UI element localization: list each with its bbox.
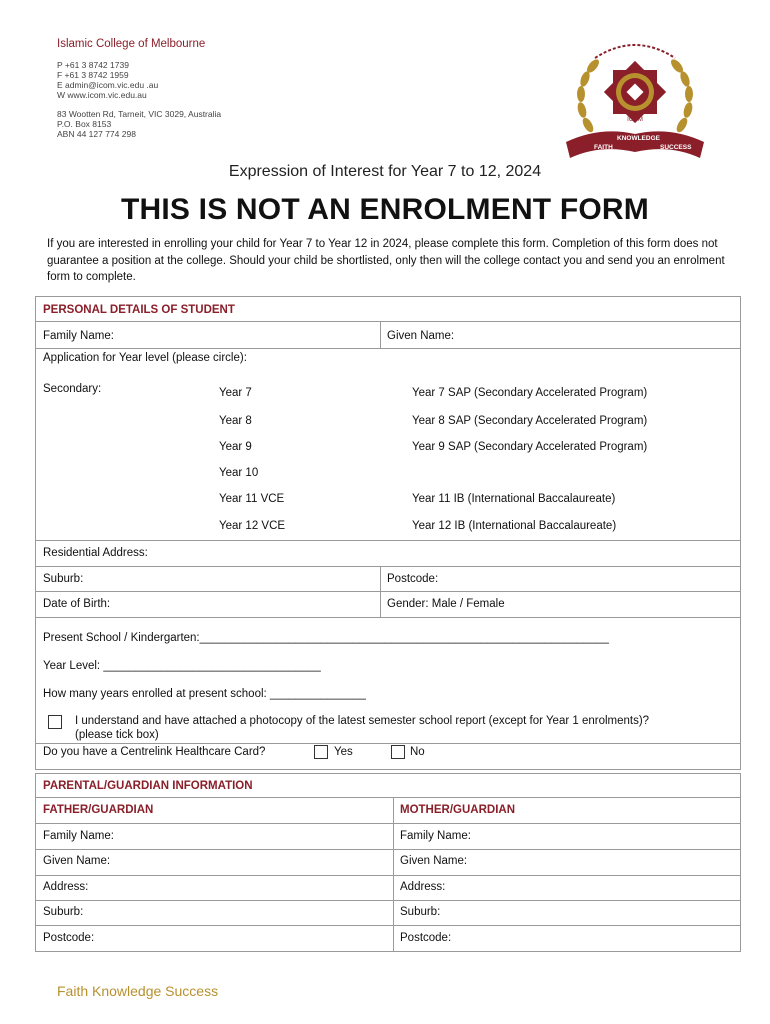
mother-postcode-label: Postcode:: [400, 932, 452, 944]
college-logo: [560, 30, 710, 162]
option-year-8[interactable]: Year 8: [219, 415, 252, 427]
suburb-label: Suburb:: [43, 573, 84, 585]
year-level-field[interactable]: Year Level: __________________________________: [43, 660, 321, 672]
option-year-12-ib[interactable]: Year 12 IB (International Baccalaureate): [412, 520, 617, 532]
mother-guardian-title: MOTHER/GUARDIAN: [400, 804, 515, 816]
year-level-prompt: Application for Year level (please circle):: [43, 352, 247, 364]
option-year-11-ib[interactable]: Year 11 IB (International Baccalaureate): [412, 493, 616, 505]
centrelink-yes-checkbox[interactable]: [314, 745, 328, 759]
father-address-label: Address:: [43, 881, 89, 893]
phone-text: P +61 3 8742 1739: [57, 60, 129, 70]
postcode-label: Postcode:: [387, 573, 439, 585]
gender-label: Gender: Male / Female: [387, 598, 505, 610]
option-year-10[interactable]: Year 10: [219, 467, 259, 479]
personal-section-title: PERSONAL DETAILS OF STUDENT: [43, 304, 235, 316]
personal-details-section: [35, 296, 741, 770]
parental-section: [35, 773, 741, 952]
intro-paragraph: If you are interested in enrolling your child for Year 7 to Year 12 in 2024, please complete this form. Completion of this form does not guarantee a position at the college. Should your child be shortlisted, only then will the college contact you and send you an enrolment form to complete.: [47, 238, 725, 283]
centrelink-no-label: No: [410, 746, 425, 758]
fax-text: F +61 3 8742 1959: [57, 70, 129, 80]
report-ack-checkbox[interactable]: [48, 715, 62, 729]
residential-address-label: Residential Address:: [43, 547, 148, 559]
option-year-8-sap[interactable]: Year 8 SAP (Secondary Accelerated Program): [412, 415, 648, 427]
centrelink-question: Do you have a Centrelink Healthcare Card?: [43, 746, 266, 758]
logo-ribbon-success: SUCCESS: [660, 144, 692, 151]
tick-note-label: (please tick box): [75, 729, 159, 741]
student-family-name-label: Family Name:: [43, 330, 114, 342]
student-given-name-label: Given Name:: [387, 330, 455, 342]
address-text: 83 Wootten Rd, Tarneit, VIC 3029, Australia: [57, 109, 222, 119]
report-ack-label: I understand and have attached a photocopy of the latest semester school report (except for Year 1 enrolments)?: [75, 715, 650, 727]
po-box-text: P.O. Box 8153: [57, 119, 112, 129]
mother-family-name-label: Family Name:: [400, 830, 471, 842]
dob-label: Date of Birth:: [43, 598, 111, 610]
logo-center-text: ICOM: [627, 117, 643, 123]
form-heading: Expression of Interest for Year 7 to 12, 2024: [228, 163, 542, 180]
father-suburb-label: Suburb:: [43, 906, 84, 918]
email-text: E admin@icom.vic.edu .au: [57, 80, 159, 90]
option-year-7[interactable]: Year 7: [219, 387, 252, 399]
father-postcode-label: Postcode:: [43, 932, 95, 944]
option-year-11-vce[interactable]: Year 11 VCE: [219, 493, 285, 505]
option-year-12-vce[interactable]: Year 12 VCE: [219, 520, 286, 532]
centrelink-no-checkbox[interactable]: [391, 745, 405, 759]
parental-section-title: PARENTAL/GUARDIAN INFORMATION: [43, 780, 253, 792]
option-year-9[interactable]: Year 9: [219, 441, 252, 453]
footer-motto: Faith Knowledge Success: [57, 983, 219, 999]
option-year-9-sap[interactable]: Year 9 SAP (Secondary Accelerated Program): [412, 441, 648, 453]
college-name: Islamic College of Melbourne: [57, 38, 206, 50]
father-guardian-title: FATHER/GUARDIAN: [43, 804, 154, 816]
website-text: W www.icom.vic.edu.au: [57, 90, 147, 100]
mother-address-label: Address:: [400, 881, 446, 893]
father-given-name-label: Given Name:: [43, 855, 111, 867]
mother-given-name-label: Given Name:: [400, 855, 468, 867]
mother-suburb-label: Suburb:: [400, 906, 441, 918]
not-enrolment-title: THIS IS NOT AN ENROLMENT FORM: [120, 193, 649, 226]
logo-ribbon-knowledge: KNOWLEDGE: [617, 135, 660, 142]
abn-text: ABN 44 127 774 298: [57, 129, 136, 139]
present-school-field[interactable]: Present School / Kindergarten:________________________________________________________________: [43, 632, 609, 644]
years-enrolled-field[interactable]: How many years enrolled at present school: _______________: [43, 688, 366, 700]
option-year-7-sap[interactable]: Year 7 SAP (Secondary Accelerated Program): [412, 387, 648, 399]
secondary-label: Secondary:: [43, 383, 102, 395]
logo-ribbon-faith: FAITH: [594, 144, 613, 151]
centrelink-yes-label: Yes: [334, 746, 353, 758]
father-family-name-label: Family Name:: [43, 830, 114, 842]
